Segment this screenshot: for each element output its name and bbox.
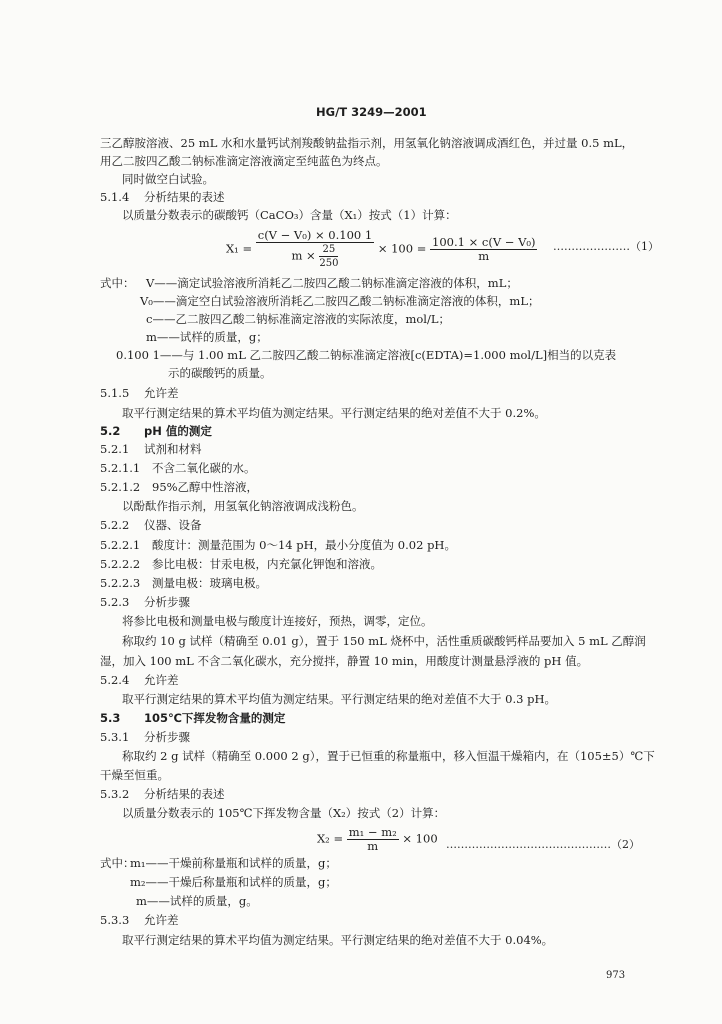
item-5-2-1-2: [100, 480, 258, 495]
section-number: 5.2.4: [100, 673, 130, 687]
item-5-2-2-2: [100, 557, 382, 572]
para-line: 以酚酞作指示剂，用氢氧化钠溶液调成浅粉色。: [122, 499, 364, 513]
section-5-1-4: [100, 190, 225, 205]
section-number: 5.3.2: [100, 787, 130, 801]
definition-v0: V₀——滴定空白试验溶液所消耗乙二胺四乙酸二钠标准滴定溶液的体积，mL；: [140, 294, 540, 308]
definition-m: m——试样的质量，g；: [146, 330, 268, 344]
definitions-label: 式中：: [100, 856, 135, 870]
formula-numerator: m₁ − m₂: [348, 825, 397, 839]
formula-denominator: m: [367, 839, 379, 853]
section-title: 分析结果的表述: [144, 787, 225, 801]
para-line: 同时做空白试验。: [122, 172, 214, 186]
para-line: 以质量分数表示的碳酸钙（CaCO₃）含量（X₁）按式（1）计算：: [122, 208, 457, 222]
item-text: 酸度计：测量范围为 0～14 pH，最小分度值为 0.02 pH。: [152, 538, 456, 552]
definition-m: m——试样的质量，g。: [136, 894, 258, 908]
section-5-3-3: [100, 913, 179, 928]
section-number: 5.2: [100, 424, 121, 438]
section-5-2-2: [100, 518, 202, 533]
section-5-1-5: [100, 386, 179, 401]
formula-numerator-2: 100.1 × c(V − V₀): [432, 235, 536, 249]
formula-denominator: m × $\frac{25}{250}$: [291, 244, 339, 269]
page-header: HG/T 3249—2001: [316, 105, 427, 119]
section-title: 105℃下挥发物含量的测定: [144, 711, 286, 725]
item-text: 测量电极：玻璃电极。: [152, 576, 267, 590]
para-line: 三乙醇胺溶液、25 mL 水和水量钙试剂羧酸钠盐指示剂，用氢氧化钠溶液调成酒红色，并过量 0.5 mL，: [100, 136, 634, 150]
section-title: 分析步骤: [144, 595, 190, 609]
formula-denominator-2: m: [478, 249, 490, 263]
section-number: 5.2.2.1: [100, 538, 141, 552]
section-number: 5.3.1: [100, 730, 130, 744]
definition-k1: 0.100 1——与 1.00 mL 乙二胺四乙酸二钠标准滴定溶液[c(EDTA)=1.000 mol/L]相当的以克表: [116, 348, 617, 362]
definitions-label: 式中：: [100, 276, 135, 290]
section-number: 5.3: [100, 711, 121, 725]
item-5-2-2-3: [100, 576, 267, 591]
equation-number-2: ………………………………………（2）: [446, 838, 640, 851]
section-number: 5.2.2: [100, 518, 130, 532]
definition-v: V——滴定试验溶液所消耗乙二胺四乙酸二钠标准滴定溶液的体积，mL；: [146, 276, 518, 290]
formula-2: [317, 826, 438, 853]
section-5-3-1: [100, 730, 190, 745]
item-5-2-1-1: [100, 461, 256, 476]
definition-m1: m₁——干燥前称量瓶和试样的质量，g；: [130, 856, 337, 870]
section-number: 5.1.5: [100, 386, 130, 400]
section-5-3: [100, 711, 285, 726]
section-title: 分析步骤: [144, 730, 190, 744]
section-title: 允许差: [144, 913, 179, 927]
formula-fraction-2: [430, 236, 537, 263]
formula-lhs: X₁ =: [226, 241, 253, 256]
section-title: pH 值的测定: [144, 424, 212, 438]
section-title: 试剂和材料: [144, 442, 202, 456]
para-line: 取平行测定结果的算术平均值为测定结果。平行测定结果的绝对差值不大于 0.2%。: [122, 406, 546, 420]
item-text: 参比电极：甘汞电极，内充氯化钾饱和溶液。: [152, 557, 382, 571]
section-title: 允许差: [144, 673, 179, 687]
section-5-2-1: [100, 442, 202, 457]
formula-multiplier: × 100: [402, 831, 438, 846]
section-number: 5.3.3: [100, 913, 130, 927]
section-title: 允许差: [144, 386, 179, 400]
para-line: 以质量分数表示的 105℃下挥发物含量（X₂）按式（2）计算：: [122, 806, 446, 820]
section-number: 5.2.2.3: [100, 576, 141, 590]
section-title: 仪器、设备: [144, 518, 202, 532]
formula-1: [226, 229, 537, 270]
definition-k2: 示的碳酸钙的质量。: [168, 366, 272, 380]
formula-fraction: [347, 826, 399, 853]
section-5-3-2: [100, 787, 225, 802]
section-number: 5.2.1: [100, 442, 130, 456]
item-5-2-2-1: [100, 538, 456, 553]
section-5-2-3: [100, 595, 190, 610]
formula-numerator: c(V − V₀) × 0.100 1: [257, 228, 373, 242]
para-line: 用乙二胺四乙酸二钠标准滴定溶液滴定至纯蓝色为终点。: [100, 154, 388, 168]
equation-number-1: …………………（1）: [553, 240, 659, 253]
section-5-2: [100, 424, 212, 439]
item-text: 95%乙醇中性溶液，: [152, 480, 259, 494]
section-number: 5.2.3: [100, 595, 130, 609]
section-number: 5.2.2.2: [100, 557, 141, 571]
para-line: 称取约 2 g 试样（精确至 0.000 2 g），置于已恒重的称量瓶中，移入恒温干燥箱内，在（105±5）℃下: [122, 749, 655, 763]
formula-fraction: [256, 229, 374, 270]
section-number: 5.2.1.2: [100, 480, 141, 494]
definition-c: c——乙二胺四乙酸二钠标准滴定溶液的实际浓度，mol/L；: [146, 312, 450, 326]
para-line: 取平行测定结果的算术平均值为测定结果。平行测定结果的绝对差值不大于 0.3 pH。: [122, 692, 556, 706]
formula-multiplier: × 100 =: [377, 241, 427, 256]
para-line: 湿，加入 100 mL 不含二氧化碳水，充分搅拌，静置 10 min，用酸度计测量悬浮液的 pH 值。: [100, 654, 589, 668]
section-number: 5.1.4: [100, 190, 130, 204]
para-line: 取平行测定结果的算术平均值为测定结果。平行测定结果的绝对差值不大于 0.04%。: [122, 933, 554, 947]
para-line: 称取约 10 g 试样（精确至 0.01 g），置于 150 mL 烧杯中，活性重质碳酸钙样品要加入 5 mL 乙醇润: [122, 634, 646, 648]
page-number: 973: [606, 970, 626, 981]
section-number: 5.2.1.1: [100, 461, 141, 475]
item-text: 不含二氧化碳的水。: [152, 461, 256, 475]
para-line: 将参比电极和测量电极与酸度计连接好，预热，调零，定位。: [122, 614, 433, 628]
para-line: 干燥至恒重。: [100, 768, 169, 782]
section-title: 分析结果的表述: [144, 190, 225, 204]
section-5-2-4: [100, 673, 179, 688]
formula-lhs: X₂ =: [317, 831, 344, 846]
definition-m2: m₂——干燥后称量瓶和试样的质量，g；: [130, 875, 337, 889]
